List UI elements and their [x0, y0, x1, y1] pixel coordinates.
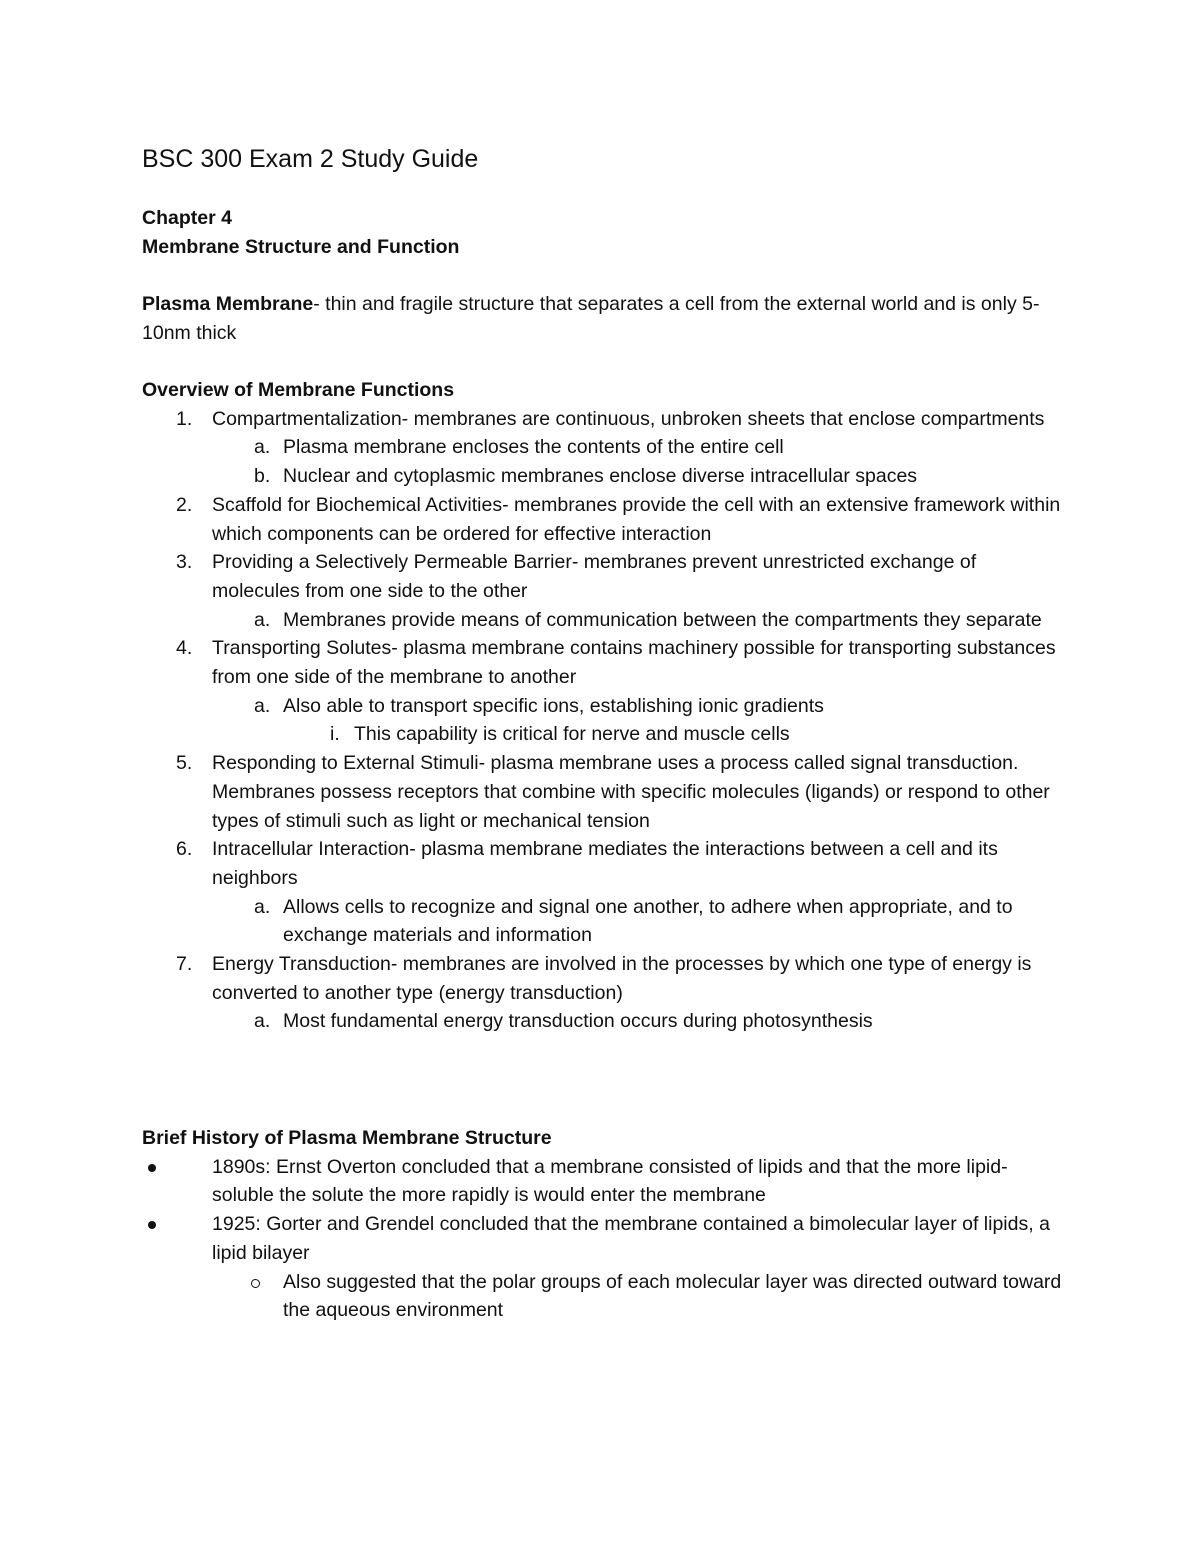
- list-subsubitem: [142, 720, 1062, 749]
- list-marker: 4.: [176, 637, 193, 660]
- list-subitem: [142, 606, 1062, 635]
- list-subitem: [142, 462, 1062, 491]
- list-marker: 5.: [176, 752, 193, 775]
- list-text: Plasma membrane encloses the contents of the entire cell: [283, 436, 784, 459]
- history-section: [142, 1124, 1062, 1325]
- list-text: Nuclear and cytoplasmic membranes enclose diverse intracellular spaces: [283, 465, 918, 488]
- list-item: [142, 950, 1062, 1007]
- list-marker: a.: [254, 1010, 271, 1033]
- list-text: Also able to transport specific ions, establishing ionic gradients: [283, 694, 824, 717]
- list-subitem: [142, 433, 1062, 462]
- list-text: Most fundamental energy transduction occurs during photosynthesis: [283, 1010, 873, 1033]
- list-marker: 3.: [176, 551, 193, 574]
- list-marker: a.: [254, 895, 271, 918]
- list-text: Responding to External Stimuli- plasma membrane uses a process called signal transduction. Membranes possess receptors that combine with specific molecules (ligands) or respond to other types of stimuli such as light or mechanical tension: [212, 752, 1050, 832]
- list-marker: 6.: [176, 838, 193, 861]
- list-text: Membranes provide means of communication between the compartments they separate: [283, 608, 1042, 631]
- chapter-number: Chapter 4: [142, 207, 232, 229]
- term: Plasma Membrane: [142, 293, 314, 315]
- list-text: Scaffold for Biochemical Activities- membranes provide the cell with an extensive framework within which components can be ordered for effective interaction: [212, 493, 1061, 545]
- list-text: Intracellular Interaction- plasma membrane mediates the interactions between a cell and its neighbors: [212, 838, 998, 889]
- list-item: [142, 749, 1062, 835]
- bullet-item: [142, 1153, 1062, 1210]
- list-subitem: [142, 692, 1062, 721]
- chapter-heading: [142, 204, 1062, 261]
- bullet-subitem: [142, 1268, 1062, 1325]
- list-text: Compartmentalization- membranes are continuous, unbroken sheets that enclose compartments: [212, 407, 1045, 430]
- list-text: Energy Transduction- membranes are involved in the processes by which one type of energy is converted to another type (energy transduction): [212, 953, 1032, 1004]
- list-item: [142, 634, 1062, 691]
- bullet-item: [142, 1210, 1062, 1267]
- list-text: This capability is critical for nerve and muscle cells: [354, 723, 790, 746]
- list-text: Allows cells to recognize and signal one another, to adhere when appropriate, and to exchange materials and information: [283, 895, 1013, 947]
- list-item: [142, 548, 1062, 605]
- document-title: BSC 300 Exam 2 Study Guide: [142, 145, 479, 173]
- list-text: 1890s: Ernst Overton concluded that a membrane consisted of lipids and that the more lipid-soluble the solute the more rapidly is would enter the membrane: [212, 1155, 1008, 1207]
- list-marker: i.: [330, 723, 340, 746]
- list-text: Transporting Solutes- plasma membrane contains machinery possible for transporting substances from one side of the membrane to another: [212, 637, 1056, 689]
- list-text: Also suggested that the polar groups of each molecular layer was directed outward toward the aqueous environment: [283, 1270, 1062, 1322]
- list-item: [142, 835, 1062, 892]
- list-marker: b.: [254, 465, 271, 488]
- list-text: 1925: Gorter and Grendel concluded that the membrane contained a bimolecular layer of lipids, a lipid bilayer: [212, 1213, 1050, 1264]
- list-marker: a.: [254, 694, 271, 717]
- list-subitem: [142, 1007, 1062, 1036]
- list-marker: a.: [254, 436, 271, 459]
- overview-section: [142, 376, 1062, 1036]
- list-subitem: [142, 893, 1062, 950]
- list-text: Providing a Selectively Permeable Barrier- membranes prevent unrestricted exchange of molecules from one side to the other: [212, 551, 977, 602]
- chapter-name: Membrane Structure and Function: [142, 235, 460, 258]
- list-marker: 1.: [176, 407, 193, 430]
- section-heading: Brief History of Plasma Membrane Structure: [142, 1127, 552, 1149]
- list-item: [142, 491, 1062, 548]
- plasma-membrane-definition: [142, 290, 1062, 347]
- list-item: [142, 405, 1062, 434]
- list-marker: a.: [254, 608, 271, 631]
- definition: - thin and fragile structure that separates a cell from the external world and is only 5-10nm thick: [142, 293, 1040, 344]
- list-marker: 2.: [176, 493, 193, 516]
- list-marker: 7.: [176, 953, 193, 976]
- section-heading: Overview of Membrane Functions: [142, 379, 455, 401]
